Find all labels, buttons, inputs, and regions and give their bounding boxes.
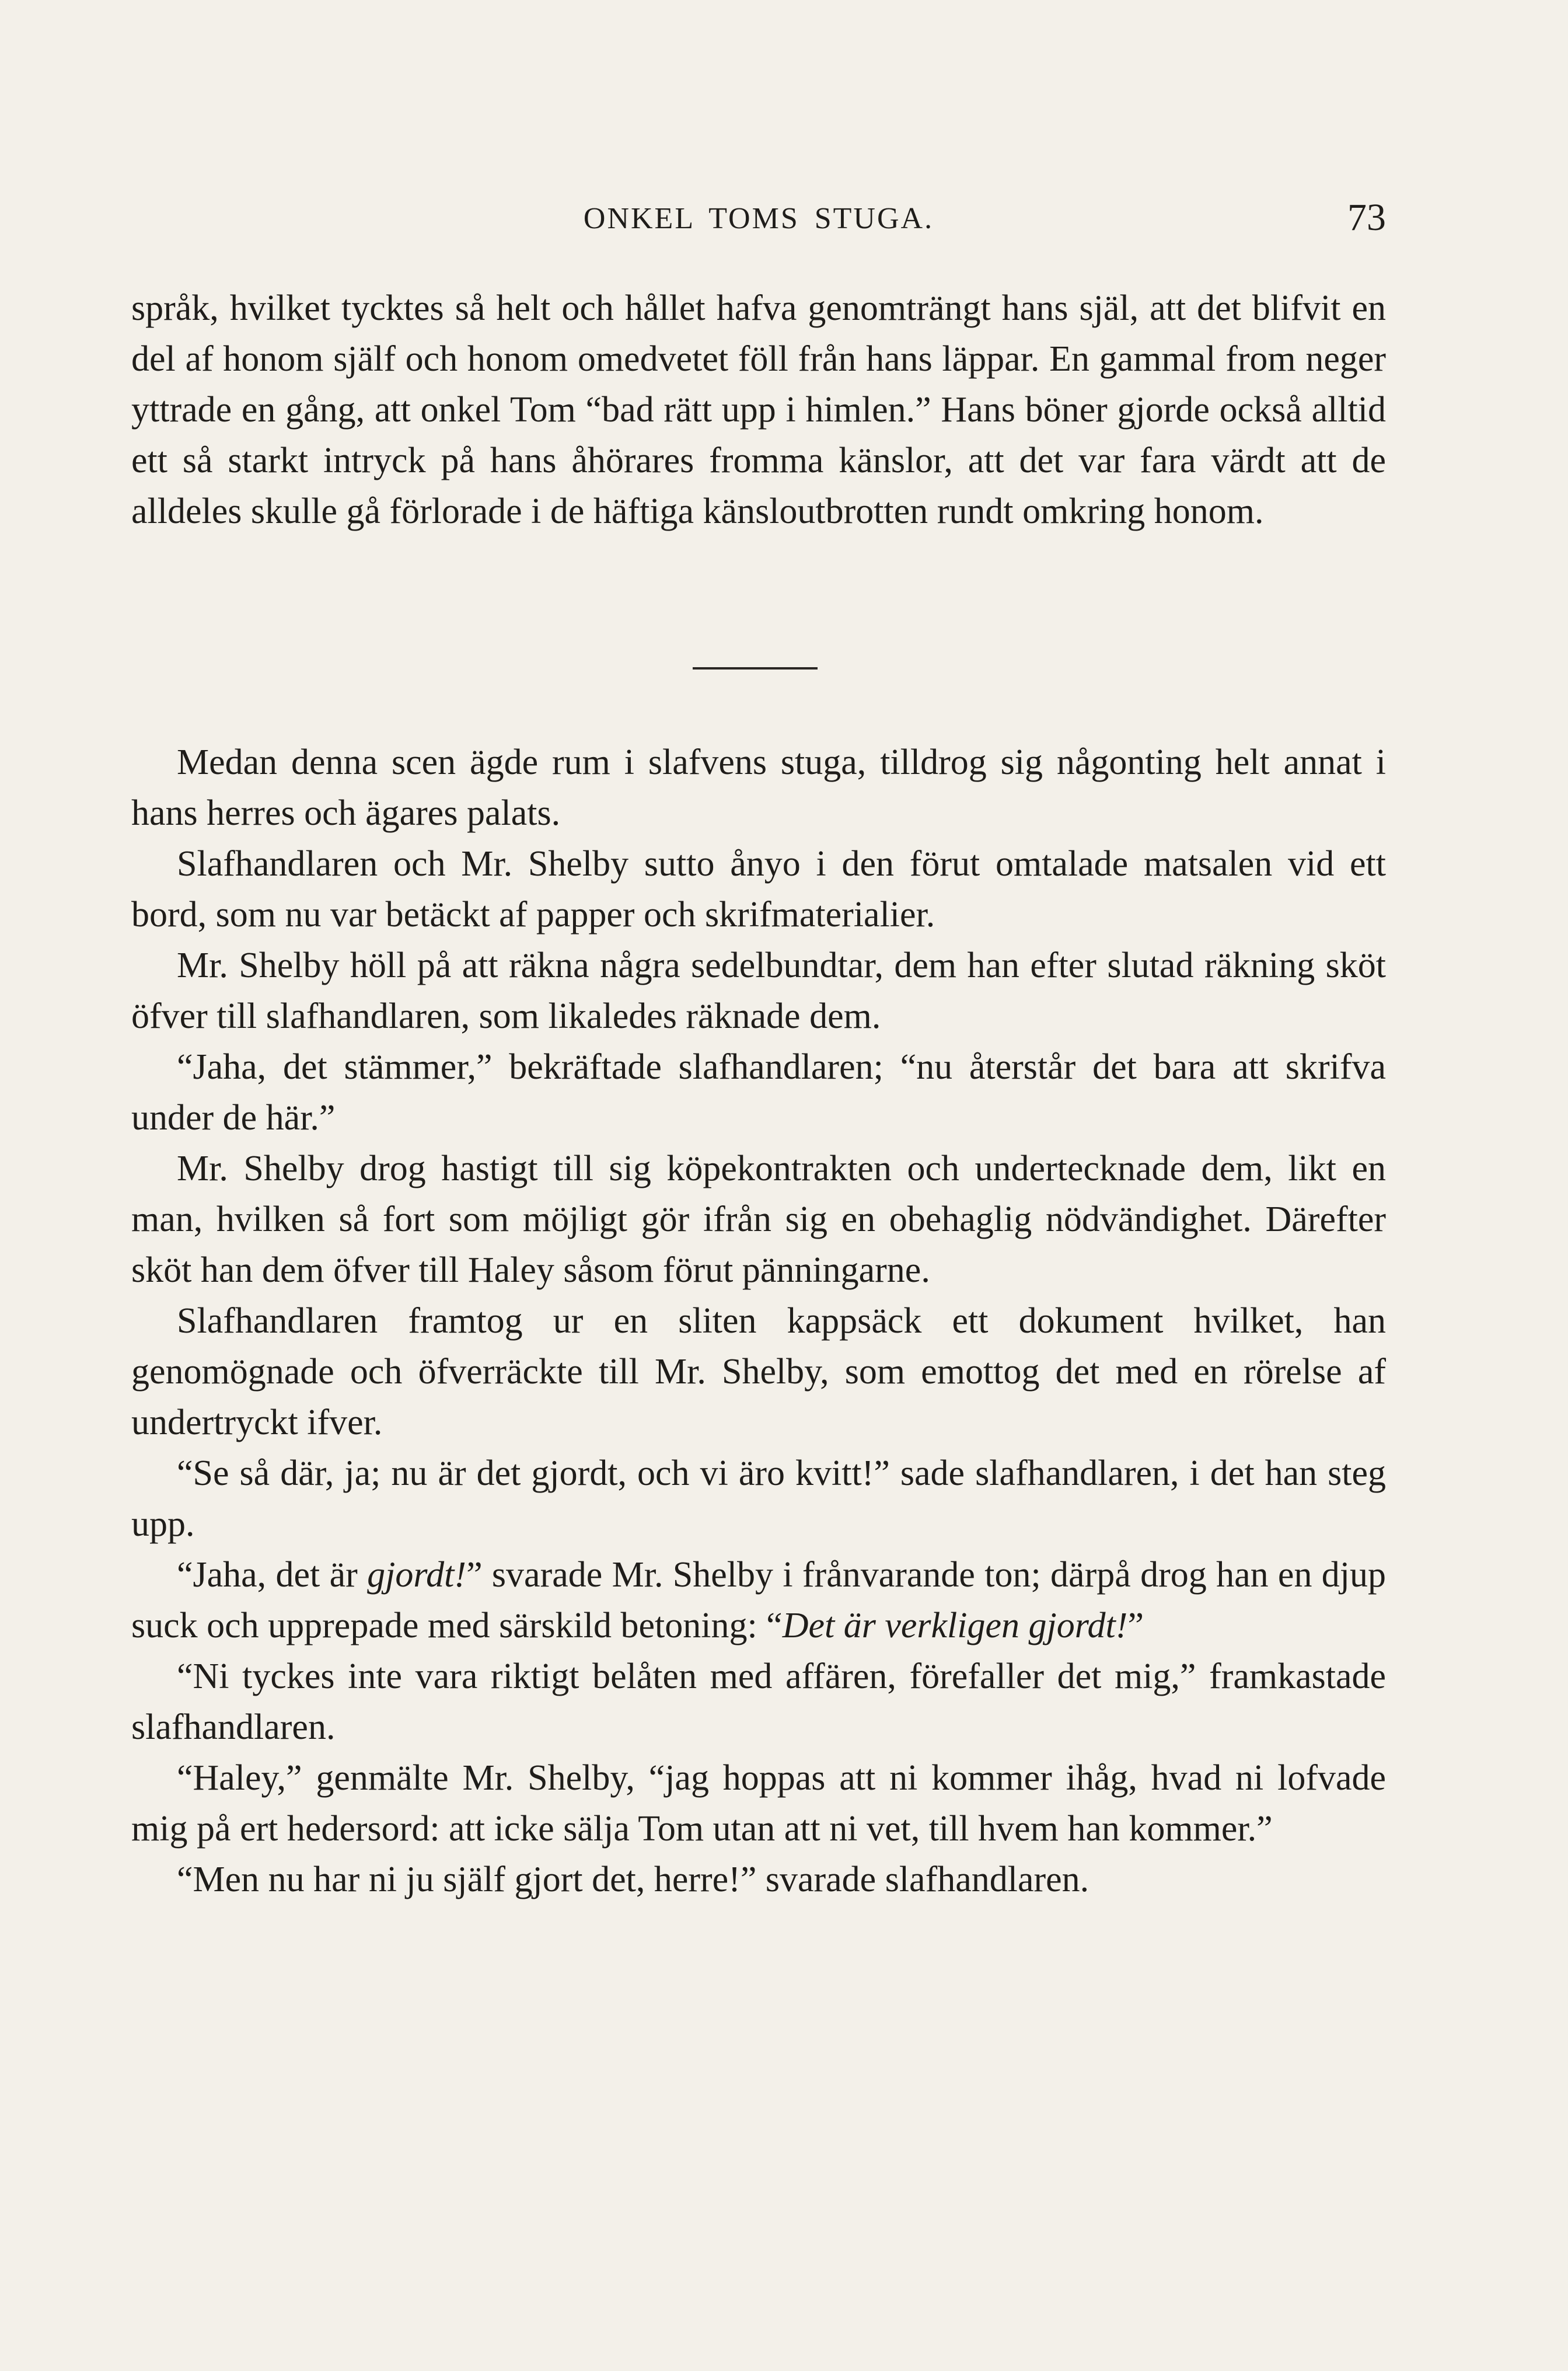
paragraph-1: Medan denna scen ägde rum i slafvens stuga, tilldrog sig någonting helt annat i hans herres och ägares palats. <box>131 742 1386 833</box>
paragraph-8-part-e: ” <box>1127 1606 1144 1645</box>
paragraph-8-part-c: ” svarade Mr. Shelby i frånvarande ton; därpå drog han en djup suck och upprepade med särskild betoning: “ <box>131 1555 1387 1645</box>
page-number: 73 <box>1347 196 1386 239</box>
paragraph-4: “Jaha, det stämmer,” bekräftade slafhandlaren; “nu återstår det bara att skrifva under de här.” <box>131 1047 1386 1138</box>
paragraph-7: “Se så där, ja; nu är det gjordt, och vi äro kvitt!” sade slafhandlaren, i det han steg upp. <box>131 1453 1386 1544</box>
paragraph-8 <box>131 1550 1386 1651</box>
running-title: ONKEL TOMS STUGA. <box>583 202 934 235</box>
paragraph-6: Slafhandlaren framtog ur en sliten kappsäck ett dokument hvilket, han genomögnade och öfverräckte till Mr. Shelby, som emottog det med en rörelse af undertryckt ifver. <box>131 1301 1386 1442</box>
paragraph-8-part-a: “Jaha, det är <box>177 1555 368 1595</box>
text-block-new-section <box>131 737 1386 1905</box>
running-head <box>131 196 1386 248</box>
section-divider <box>693 667 818 670</box>
paragraph-continued: språk, hvilket tycktes så helt och hållet hafva genomträngt hans själ, att det blifvit en del af honom själf och honom omedvetet föll från hans läppar. En gammal from neger yttrade en gång, att onkel Tom “bad rätt upp i himlen.” Hans böner gjorde också alltid ett så starkt intryck på hans åhörares fromma känslor, att det var fara värdt att de alldeles skulle gå förlorade i de häftiga känsloutbrotten rundt omkring honom. <box>131 288 1386 531</box>
paragraph-2: Slafhandlaren och Mr. Shelby sutto ånyo i den förut omtalade matsalen vid ett bord, som nu var betäckt af papper och skrifmaterialier. <box>131 844 1386 935</box>
text-block-continued <box>131 283 1386 537</box>
paragraph-8-emphasis-1: gjordt! <box>367 1555 467 1595</box>
paragraph-3: Mr. Shelby höll på att räkna några sedelbundtar, dem han efter slutad räkning sköt öfver till slafhandlaren, som likaledes räknade dem. <box>131 946 1386 1036</box>
paragraph-10: “Haley,” genmälte Mr. Shelby, “jag hoppas att ni kommer ihåg, hvad ni lofvade mig på ert hedersord: att icke sälja Tom utan att ni vet, till hvem han kommer.” <box>131 1758 1386 1849</box>
paragraph-11: “Men nu har ni ju själf gjort det, herre!” svarade slafhandlaren. <box>177 1860 1089 1899</box>
paragraph-5: Mr. Shelby drog hastigt till sig köpekontrakten och undertecknade dem, likt en man, hvilken så fort som möjligt gör ifrån sig en obehaglig nödvändighet. Därefter sköt han dem öfver till Haley såsom förut pänningarne. <box>131 1149 1386 1290</box>
paragraph-9: “Ni tyckes inte vara riktigt belåten med affären, förefaller det mig,” framkastade slafhandlaren. <box>131 1657 1386 1747</box>
paragraph-8-emphasis-2: Det är verkligen gjordt! <box>782 1606 1128 1645</box>
